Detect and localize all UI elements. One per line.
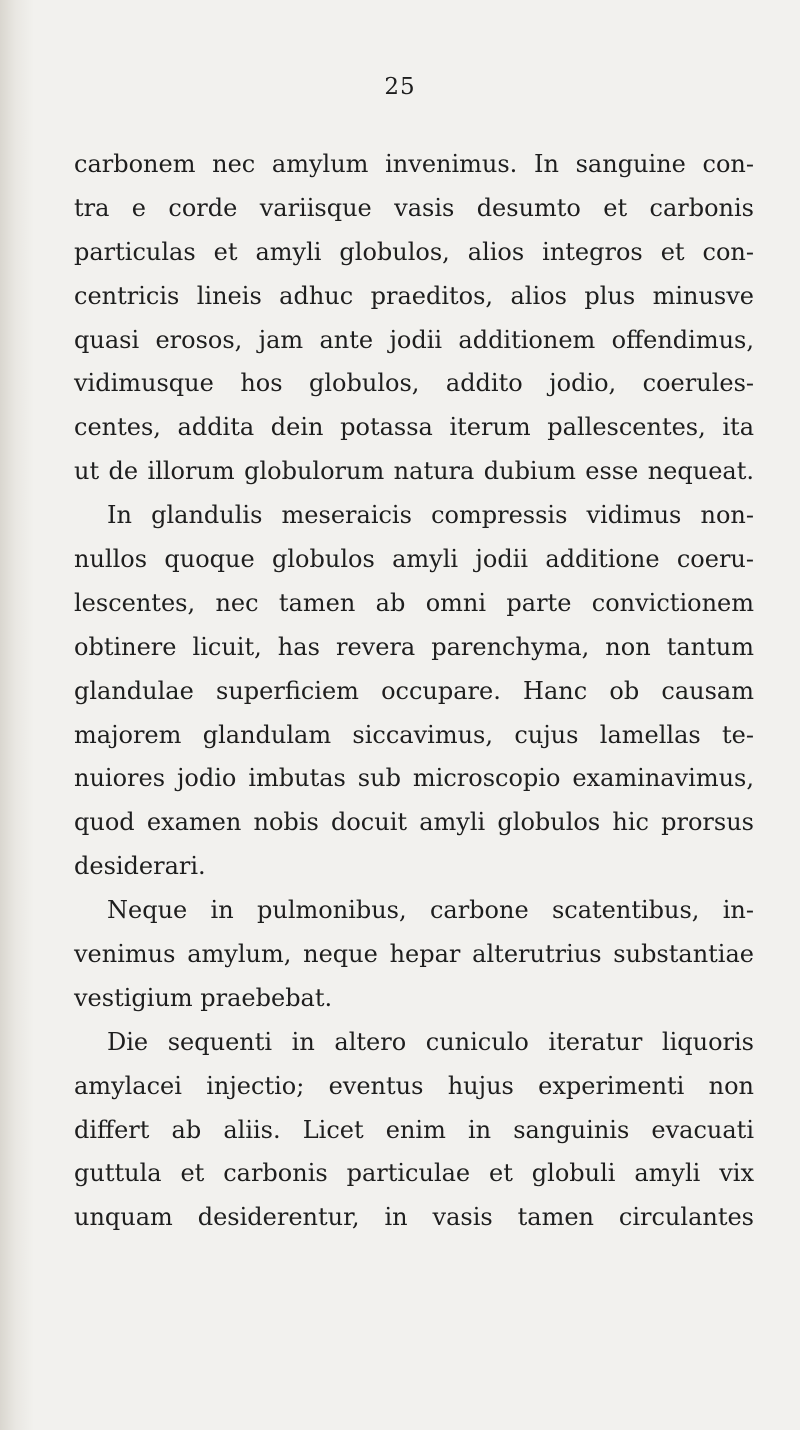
text-line: centricis lineis adhuc praeditos, alios plus minusve bbox=[74, 281, 754, 310]
text-line: quod examen nobis docuit amyli globulos hic prorsus bbox=[74, 808, 754, 837]
text-line: vidimusque hos globulos, addito jodio, coerules- bbox=[74, 369, 754, 398]
text-line: guttula et carbonis particulae et globuli amyli vix bbox=[74, 1159, 754, 1188]
page-number: 25 bbox=[384, 74, 416, 100]
text-line: differt ab aliis. Licet enim in sanguinis evacuati bbox=[74, 1115, 754, 1144]
text-line: ut de illorum globulorum natura dubium esse nequeat. bbox=[74, 457, 754, 486]
text-line: In glandulis meseraicis compressis vidimus non- bbox=[107, 501, 754, 530]
text-line: nullos quoque globulos amyli jodii additione coeru- bbox=[74, 545, 754, 574]
text-line: carbonem nec amylum invenimus. In sanguine con- bbox=[74, 150, 754, 178]
text-line: unquam desiderentur, in vasis tamen circulantes bbox=[74, 1203, 754, 1232]
text-line: nuiores jodio imbutas sub microscopio examinavimus, bbox=[74, 764, 754, 793]
text-line: particulas et amyli globulos, alios integros et con- bbox=[74, 237, 754, 266]
text-line: Neque in pulmonibus, carbone scatentibus, in- bbox=[107, 896, 754, 925]
text-line: Die sequenti in altero cuniculo iteratur liquoris bbox=[107, 1027, 754, 1056]
text-line: tra e corde variisque vasis desumto et carbonis bbox=[74, 193, 754, 222]
text-line: quasi erosos, jam ante jodii additionem offendimus, bbox=[74, 325, 754, 354]
text-line: venimus amylum, neque hepar alterutrius substantiae bbox=[74, 940, 754, 969]
text-line: obtinere licuit, has revera parenchyma, non tantum bbox=[74, 632, 754, 661]
text-line: lescentes, nec tamen ab omni parte convictionem bbox=[74, 588, 754, 617]
text-line: amylacei injectio; eventus hujus experimenti non bbox=[74, 1071, 754, 1100]
page-edge-shadow bbox=[0, 0, 34, 1430]
text-line: desiderari. bbox=[74, 852, 206, 881]
text-line: majorem glandulam siccavimus, cujus lamellas te- bbox=[74, 720, 754, 749]
text-line: vestigium praebebat. bbox=[74, 983, 333, 1012]
body-text bbox=[74, 143, 754, 1240]
text-line: glandulae superficiem occupare. Hanc ob causam bbox=[74, 676, 754, 705]
text-line: centes, addita dein potassa iterum pallescentes, ita bbox=[74, 413, 754, 442]
